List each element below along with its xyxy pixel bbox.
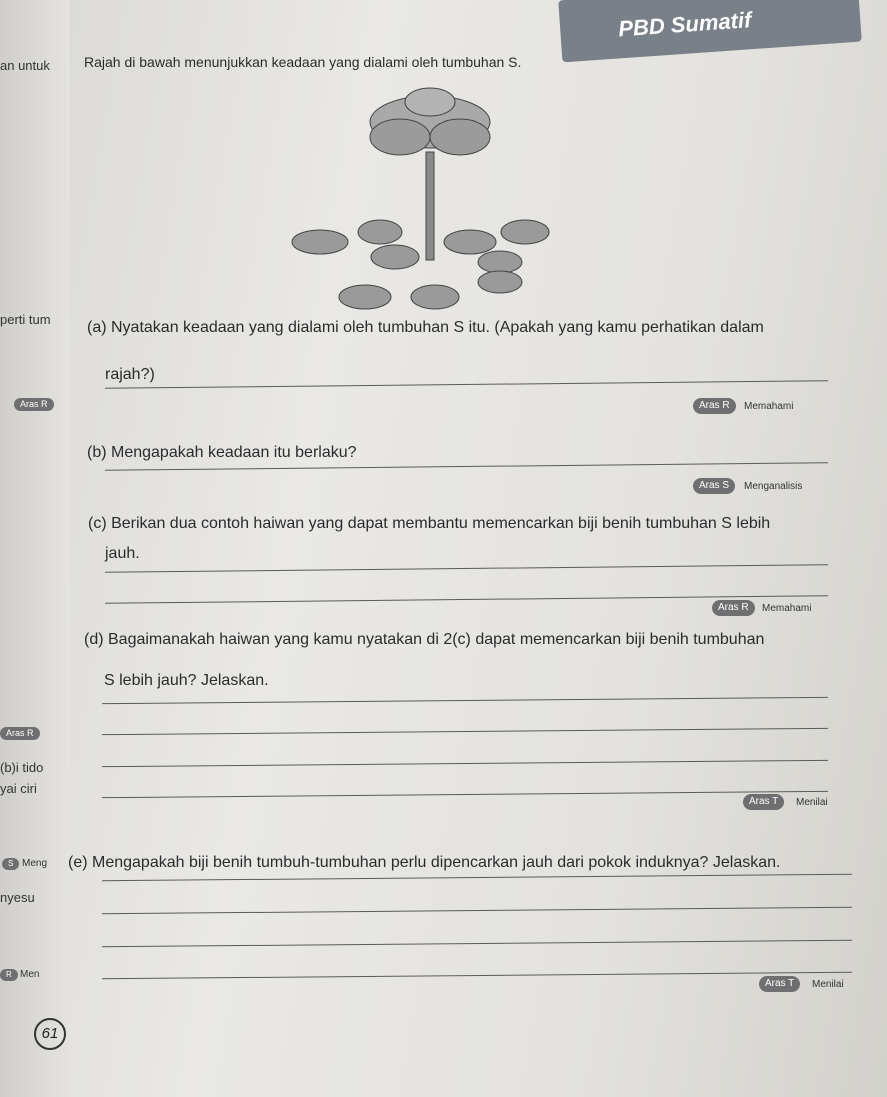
aras-tag-b: Aras S	[693, 478, 735, 494]
answer-line-c1	[105, 564, 828, 573]
answer-line-e4	[102, 972, 852, 980]
aras-tag-c: Aras R	[712, 600, 755, 616]
book-spine-shadow	[0, 0, 70, 1097]
plant-illustration	[270, 82, 570, 332]
answer-line-d3	[102, 760, 828, 767]
aras-tag-a: Aras R	[693, 398, 736, 414]
level-text-e: Menilai	[812, 979, 844, 990]
margin-text-men: Men	[20, 969, 40, 980]
margin-text-ciri: yai ciri	[0, 781, 37, 796]
page-number: 61	[34, 1018, 66, 1050]
answer-line-d1	[102, 697, 828, 704]
margin-text-meng: Meng	[22, 858, 48, 869]
aras-tag-e: Aras T	[759, 976, 800, 992]
header-badge-label: PBD Sumatif	[617, 7, 753, 42]
answer-line-e2	[102, 907, 852, 915]
margin-aras-r-tag: Aras R	[14, 398, 54, 411]
answer-line-e3	[102, 940, 852, 948]
answer-line-a	[105, 380, 828, 389]
level-text-a: Memahami	[744, 401, 794, 412]
level-text-c: Memahami	[762, 603, 812, 614]
level-text-b: Menganalisis	[744, 481, 803, 492]
answer-line-e1	[102, 874, 852, 882]
margin-text-top: an untuk	[0, 58, 50, 73]
intro-text: Rajah di bawah menunjukkan keadaan yang dialami oleh tumbuhan S.	[84, 54, 522, 70]
question-a-line1: (a) Nyatakan keadaan yang dialami oleh tumbuhan S itu. (Apakah yang kamu perhatikan dalam	[87, 319, 764, 336]
answer-line-d4	[102, 791, 828, 798]
margin-r-tag: R	[0, 969, 18, 981]
margin-s-tag: S	[2, 858, 19, 870]
margin-text-nyesu: nyesu	[0, 890, 35, 905]
margin-text-mid: perti tum	[0, 312, 51, 327]
aras-tag-d: Aras T	[743, 794, 784, 810]
question-a-line2: rajah?)	[105, 366, 155, 383]
answer-line-b	[105, 462, 828, 471]
level-text-d: Menilai	[796, 797, 828, 808]
margin-aras-r-tag-2: Aras R	[0, 727, 40, 740]
question-c-line1: (c) Berikan dua contoh haiwan yang dapat membantu memencarkan biji benih tumbuhan S lebih	[88, 515, 771, 532]
question-b-line1: (b) Mengapakah keadaan itu berlaku?	[87, 444, 357, 461]
question-d-line2: S lebih jauh? Jelaskan.	[104, 672, 269, 689]
answer-line-d2	[102, 728, 828, 735]
question-e-line1: (e) Mengapakah biji benih tumbuh-tumbuhan perlu dipencarkan jauh dari pokok induknya? Jelaskan.	[68, 854, 781, 871]
question-c-line2: jauh.	[105, 545, 140, 562]
question-d-line1: (d) Bagaimanakah haiwan yang kamu nyatakan di 2(c) dapat memencarkan biji benih tumbuhan	[84, 631, 765, 648]
margin-text-b: (b)i tido	[0, 760, 44, 775]
header-badge	[558, 0, 862, 62]
